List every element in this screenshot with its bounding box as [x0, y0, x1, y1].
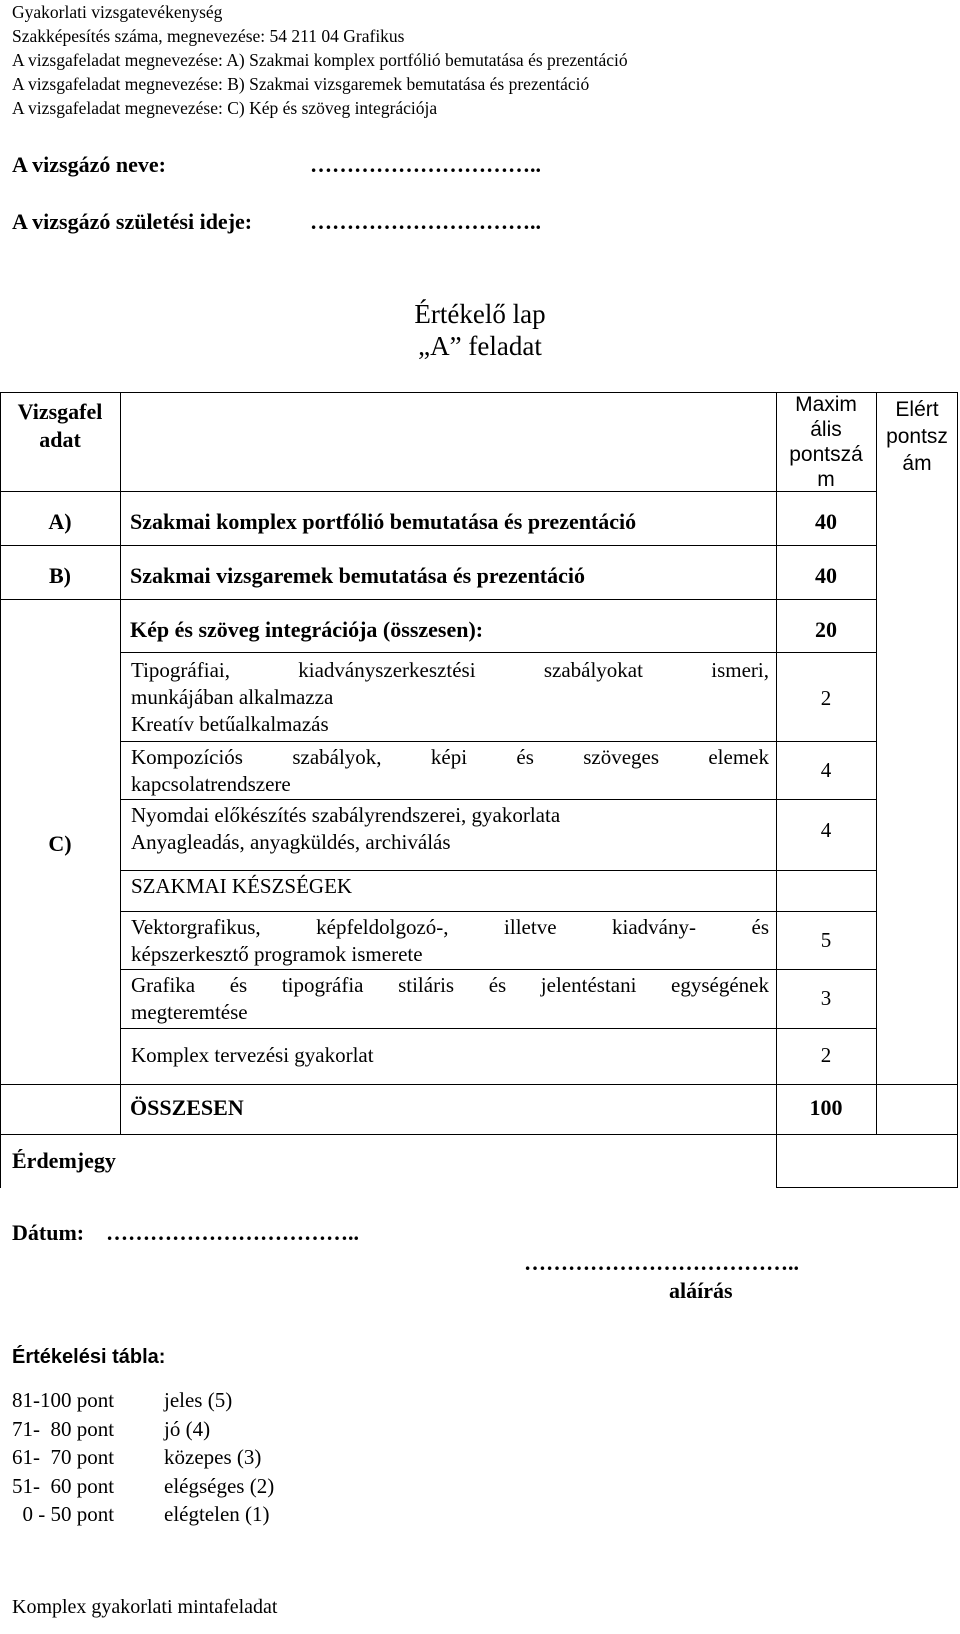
scale-title: Értékelési tábla: — [12, 1346, 166, 1368]
scale-grade: jeles (5) — [164, 1388, 233, 1412]
criterion-line: megteremtése — [131, 1000, 248, 1024]
header-achieved-line: ám — [902, 452, 932, 475]
criterion-composition — [131, 744, 769, 798]
criterion-design-practice-max: 2 — [820, 1043, 832, 1067]
title-line: Értékelő lap — [414, 299, 546, 329]
criterion-line: kapcsolatrendszere — [131, 772, 291, 796]
page-title — [330, 298, 630, 362]
criterion-typography — [131, 657, 769, 738]
scale-row — [12, 1386, 274, 1415]
criterion-line: Vektorgrafikus, képfeldolgozó-, illetve kiadvány- és — [131, 915, 769, 939]
row-c-heading-max: 20 — [815, 617, 837, 642]
scale-row — [12, 1500, 274, 1529]
scale-range: 51- 60 pont — [12, 1473, 115, 1498]
candidate-birth-label: A vizsgázó születési ideje: — [12, 209, 253, 234]
row-b-label: B) — [49, 563, 71, 588]
row-a-max: 40 — [815, 509, 837, 534]
criterion-line: Anyagleadás, anyagküldés, archiválás — [131, 830, 451, 854]
document-header — [12, 0, 628, 120]
scale-range: 81-100 pont — [12, 1388, 115, 1412]
criterion-design-practice: Komplex tervezési gyakorlat — [131, 1043, 374, 1067]
criterion-prepress — [131, 802, 769, 856]
total-max: 100 — [809, 1095, 843, 1120]
criterion-software-max: 5 — [820, 928, 832, 952]
candidate-name-label: A vizsgázó neve: — [12, 152, 166, 177]
header-line: Szakképesítés száma, megnevezése: 54 211 04 Grafikus — [12, 26, 405, 46]
header-max-line: m — [817, 468, 835, 491]
header-achieved-line: Elért — [895, 398, 939, 421]
candidate-birth-field: ………………………….. — [310, 209, 541, 234]
grading-scale — [12, 1386, 274, 1529]
scale-grade: közepes (3) — [164, 1445, 262, 1469]
scale-row — [12, 1472, 274, 1501]
title-subline: „A” feladat — [418, 331, 542, 361]
criterion-line: munkájában alkalmazza — [131, 685, 334, 709]
date-field: …………………………….. — [106, 1220, 359, 1245]
header-max-column — [776, 392, 876, 492]
criterion-line: Kreatív betűalkalmazás — [131, 712, 329, 736]
criterion-line: Kompozíciós szabályok, képi és szöveges elemek — [131, 745, 769, 769]
row-b-text: Szakmai vizsgaremek bemutatása és prezentáció — [130, 563, 586, 588]
scale-range: 71- 80 pont — [12, 1416, 115, 1441]
criterion-software — [131, 914, 769, 968]
criterion-style-max: 3 — [820, 986, 832, 1010]
row-c-heading: Kép és szöveg integrációja (összesen): — [130, 617, 484, 642]
criterion-typography-max: 2 — [820, 686, 832, 710]
criterion-line: Tipográfiai, kiadványszerkesztési szabályokat ismeri, — [131, 658, 769, 682]
row-a-label: A) — [48, 509, 72, 534]
criterion-style — [131, 972, 769, 1026]
candidate-name-field: ………………………….. — [310, 152, 541, 177]
signature-label: aláírás — [669, 1278, 733, 1303]
header-max-line: ális — [810, 418, 842, 441]
header-line: A vizsgafeladat megnevezése: C) Kép és szöveg integrációja — [12, 98, 438, 118]
page-footer: Komplex gyakorlati mintafeladat — [12, 1596, 278, 1618]
header-task-column — [0, 398, 120, 454]
header-max-line: Maxim — [795, 393, 857, 416]
scale-row — [12, 1415, 274, 1444]
header-task-line: adat — [39, 427, 81, 452]
row-a-text: Szakmai komplex portfólió bemutatása és prezentáció — [130, 509, 637, 534]
criterion-composition-max: 4 — [820, 758, 832, 782]
signature-field: ……………………………….. — [524, 1250, 799, 1275]
criterion-line: Grafika és tipográfia stiláris és jelentéstani egységének — [131, 973, 769, 997]
row-c-label: C) — [48, 831, 72, 856]
scale-range: 0 - 50 pont — [12, 1502, 115, 1526]
header-max-line: pontszá — [789, 443, 863, 466]
scale-range: 61- 70 pont — [12, 1445, 115, 1469]
criterion-prepress-max: 4 — [820, 818, 832, 842]
header-line: A vizsgafeladat megnevezése: A) Szakmai komplex portfólió bemutatása és prezentáció — [12, 50, 628, 70]
total-label: ÖSSZESEN — [130, 1095, 244, 1120]
scale-grade: elégtelen (1) — [164, 1502, 270, 1526]
header-achieved-line: pontsz — [886, 425, 948, 448]
header-line: Gyakorlati vizsgatevékenység — [12, 2, 223, 22]
criterion-line: Nyomdai előkészítés szabályrendszerei, gyakorlata — [131, 803, 561, 827]
scale-grade: elégséges (2) — [164, 1473, 275, 1498]
date-label: Dátum: — [12, 1220, 85, 1245]
criterion-line: képszerkesztő programok ismerete — [131, 942, 423, 966]
scale-grade: jó (4) — [164, 1416, 211, 1441]
header-line: A vizsgafeladat megnevezése: B) Szakmai vizsgaremek bemutatása és prezentáció — [12, 74, 590, 94]
skills-heading: SZAKMAI KÉSZSÉGEK — [131, 874, 353, 898]
header-task-line: Vizsgafel — [17, 399, 103, 424]
header-achieved-column — [876, 396, 958, 477]
grade-label: Érdemjegy — [12, 1148, 116, 1173]
row-b-max: 40 — [815, 563, 837, 588]
scale-row — [12, 1443, 274, 1472]
